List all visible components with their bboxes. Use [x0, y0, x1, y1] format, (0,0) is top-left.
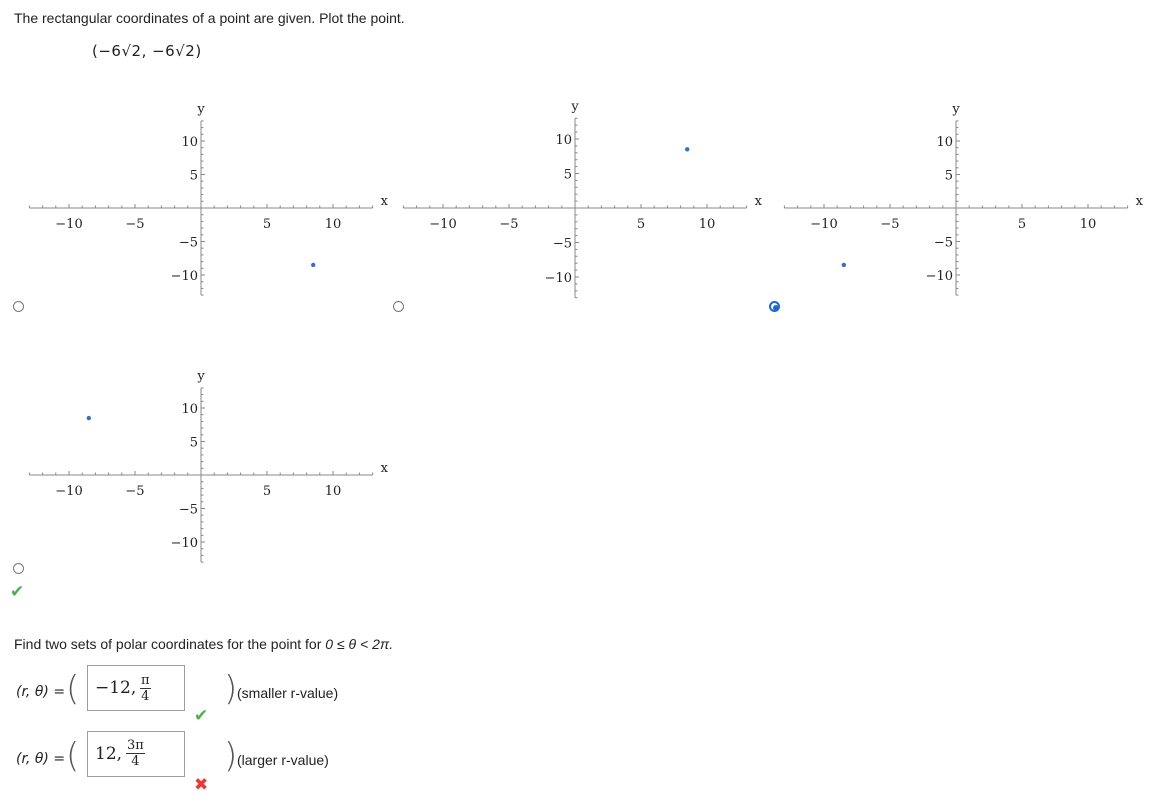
plotted-point — [842, 263, 846, 267]
plot-option-c[interactable] — [783, 78, 1153, 318]
y-tick-label: 10 — [181, 135, 198, 150]
x-tick-label: 10 — [324, 484, 342, 499]
y-axis-label: y — [571, 99, 579, 115]
y-tick-label: −10 — [170, 536, 198, 551]
plotted-point — [87, 416, 91, 420]
x-tick-label: 5 — [1017, 217, 1027, 232]
x-tick-label: −5 — [499, 217, 519, 232]
row2-close-paren: ) — [224, 736, 238, 776]
x-tick-label: −10 — [55, 484, 83, 499]
row1-fraction — [140, 674, 151, 703]
row1-fraction-numerator: π — [141, 673, 150, 688]
x-tick-label: 10 — [1079, 217, 1097, 232]
y-tick-label: −5 — [933, 235, 953, 251]
x-axis-label: x — [380, 461, 388, 476]
plotted-point — [311, 263, 315, 267]
y-tick-label: −5 — [552, 236, 572, 252]
y-tick-label: −10 — [925, 269, 953, 284]
x-tick-label: 10 — [698, 217, 716, 232]
radio-option-d[interactable] — [13, 563, 24, 574]
row2-fraction-denominator: 4 — [131, 754, 140, 769]
point-expression: (−6√2, −6√2) — [92, 42, 202, 60]
plotted-point — [685, 147, 689, 151]
row2-hint: (larger r-value) — [237, 752, 329, 768]
x-tick-label: −10 — [810, 217, 838, 232]
x-tick-label: 5 — [262, 484, 272, 499]
x-axis-label: x — [754, 194, 762, 209]
row1-open-paren: ( — [66, 669, 80, 709]
x-tick-label: 10 — [324, 217, 342, 232]
row1-hint: (smaller r-value) — [237, 685, 339, 701]
x-axis-label: x — [380, 194, 388, 209]
row2-equals: = — [53, 751, 66, 767]
plot-option-d[interactable] — [28, 340, 400, 585]
axes-group — [29, 102, 388, 295]
row2-incorrect-icon: ✖ — [194, 775, 209, 795]
plot-option-b[interactable] — [404, 78, 776, 318]
y-tick-label: 5 — [944, 168, 953, 184]
row2-fraction — [126, 739, 145, 768]
x-tick-label: −10 — [55, 217, 83, 232]
row1-value-main: −12, — [95, 678, 137, 698]
y-axis-label: y — [952, 101, 960, 117]
y-axis-label: y — [197, 101, 205, 117]
row2-answer-field[interactable] — [87, 731, 185, 777]
y-tick-label: −10 — [544, 271, 572, 286]
y-tick-label: 10 — [181, 402, 198, 417]
x-tick-label: 5 — [262, 217, 272, 232]
row1-answer-field[interactable] — [87, 665, 185, 711]
y-tick-label: −10 — [170, 269, 198, 284]
row1-close-paren: ) — [224, 669, 238, 709]
row2-label-prefix: (r, θ) — [16, 751, 49, 767]
x-tick-label: −5 — [125, 484, 145, 499]
y-tick-label: 10 — [936, 135, 953, 150]
row1-correct-icon: ✔ — [194, 706, 209, 726]
y-tick-label: 5 — [563, 167, 572, 183]
row1-label — [16, 684, 65, 700]
instruction-text: The rectangular coordinates of a point are given. Plot the point. — [14, 10, 405, 26]
y-tick-label: 5 — [189, 435, 198, 451]
row1-label-prefix: (r, θ) — [16, 684, 49, 700]
y-tick-label: 5 — [189, 168, 198, 184]
axes-group — [403, 99, 762, 297]
polar-question-prefix: Find two sets of polar coordinates for the point for — [14, 636, 326, 652]
radio-option-c[interactable] — [393, 301, 404, 312]
y-axis-label: y — [197, 368, 205, 384]
radio-option-a[interactable] — [13, 301, 24, 312]
y-tick-label: 10 — [555, 133, 572, 148]
row2-open-paren: ( — [66, 736, 80, 776]
axes-group — [784, 102, 1143, 295]
axes-group — [29, 369, 388, 562]
row2-fraction-numerator: 3π — [127, 738, 144, 753]
row2-value-main: 12, — [95, 744, 123, 764]
polar-question-condition: 0 ≤ θ < 2π. — [325, 636, 394, 652]
polar-question — [14, 636, 393, 652]
row1-fraction-denominator: 4 — [141, 689, 150, 704]
x-tick-label: −5 — [880, 217, 900, 232]
y-tick-label: −5 — [178, 235, 198, 251]
plot-option-a[interactable] — [28, 78, 400, 318]
row2-label — [16, 751, 65, 767]
radio-option-b[interactable] — [769, 301, 780, 312]
x-tick-label: −10 — [429, 217, 457, 232]
x-tick-label: −5 — [125, 217, 145, 232]
option-d-correct-icon: ✔ — [10, 582, 25, 602]
y-tick-label: −5 — [178, 502, 198, 518]
row1-equals: = — [53, 684, 66, 700]
x-tick-label: 5 — [636, 217, 646, 232]
x-axis-label: x — [1135, 194, 1143, 209]
